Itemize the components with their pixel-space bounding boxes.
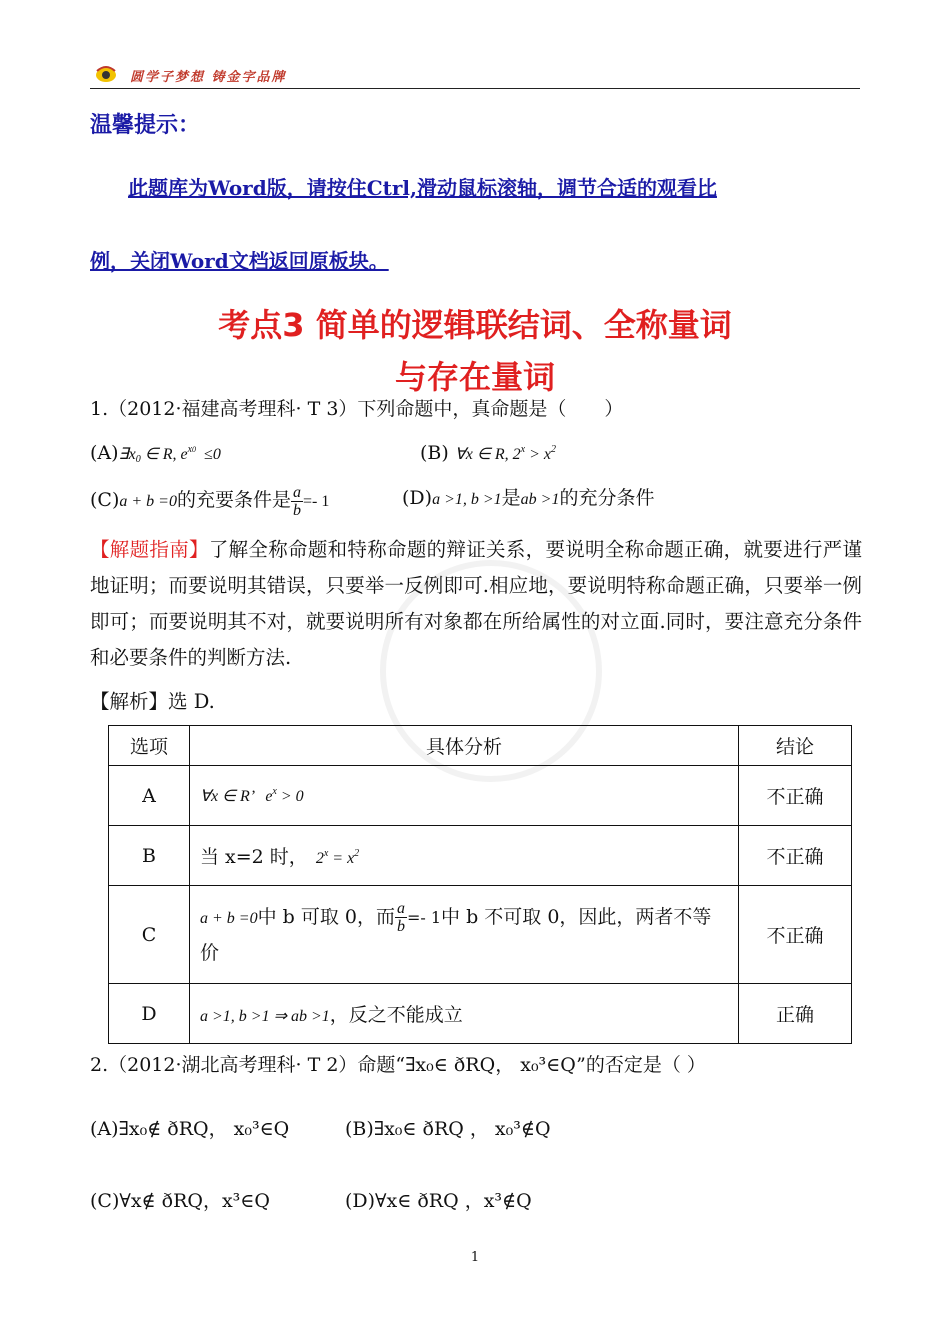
- table-row: D a >1, b >1 ⇒ ab >1，反之不能成立 正确: [109, 984, 852, 1044]
- q2-option-a: (A)∃x₀∉ ðRQ， x₀³∈Q: [90, 1118, 290, 1140]
- topic-title-line1: 考点3 简单的逻辑联结词、全称量词: [218, 306, 732, 344]
- q1-option-a: $(A)\exists x_0$ ∈ R, $e^{x0} \le 0$: [90, 442, 221, 465]
- row-d-analysis: a >1, b >1 ⇒ ab >1，反之不能成立: [190, 984, 739, 1044]
- row-c-analysis: a + b =0中 b 可取 0，而 $\frac{a}{b}$ =- 1中 b 不可取 0，因此，两者不等价: [190, 886, 739, 984]
- logo-icon: [95, 65, 117, 83]
- topic-title-line2: 与存在量词: [394, 358, 555, 396]
- table-row: B 当 x=2 时， $2^x = x^2$ 不正确: [109, 826, 852, 886]
- guide-label: 【解题指南】: [90, 538, 209, 561]
- page-header: [90, 62, 860, 89]
- q2-option-d: (D)∀x∈ ðRQ ，x³∉Q: [345, 1190, 532, 1212]
- q1-stem: 1.（2012·福建高考理科· T 3）下列命题中，真命题是（ ）: [90, 398, 624, 420]
- q2-option-b: (B)∃x₀∈ ðRQ ， x₀³∉Q: [345, 1118, 551, 1140]
- table-header-row: [109, 726, 852, 766]
- analysis-table: [108, 725, 852, 1044]
- header-analysis: 具体分析: [190, 726, 739, 766]
- q1-option-c: (C)a + b =0的充要条件是 $\frac{a}{b}$ =- 1: [90, 483, 330, 519]
- header-slogan: 圆学子梦想 铸金字品牌: [130, 70, 287, 85]
- row-b-analysis: 当 x=2 时， $2^x = x^2$: [190, 826, 739, 886]
- q1-option-b: (B) ∀x ∈ R, $2^x > x^2$: [420, 442, 556, 464]
- table-row: C a + b =0中 b 可取 0，而 $\frac{a}{b}$ =- 1中 b 不可取 0，因此，两者不等价 不正确: [109, 886, 852, 984]
- table-row: A ∀x ∈ R’ $e^x > 0$ 不正确: [109, 766, 852, 826]
- tip-link-line2[interactable]: 例，关闭Word文档返回原板块。: [90, 249, 389, 273]
- tip-link-line1[interactable]: 此题库为Word版，请按住Ctrl,滑动鼠标滚轴，调节合适的观看比: [128, 176, 717, 200]
- solution-line: 【解析】选 D.: [90, 690, 215, 713]
- row-a-analysis: ∀x ∈ R’ $e^x > 0$: [190, 766, 739, 826]
- page-number: 1: [470, 1250, 480, 1265]
- tip-title: 温馨提示：: [90, 112, 201, 138]
- header-option: 选项: [109, 726, 190, 766]
- solution-guide: [90, 532, 862, 676]
- header-result: 结论: [739, 726, 852, 766]
- q1-option-d: (D)a >1, b >1是ab >1的充分条件: [402, 487, 655, 509]
- q2-option-c: (C)∀x∉ ðRQ，x³∈Q: [90, 1190, 270, 1212]
- guide-text: 了解全称命题和特称命题的辩证关系，要说明全称命题正确，就要进行严谨地证明；而要说明其错误，只要举一反例即可.相应地，要说明特称命题正确，只要举一例即可；而要说明其不对，就要说明所有对象都在所给属性的对立面.同时，要注意充分条件和必要条件的判断方法.: [90, 538, 862, 669]
- q2-stem: 2.（2012·湖北高考理科· T 2）命题“∃x₀∈ ðRQ， x₀³∈Q”的否定是（ ）: [90, 1054, 706, 1076]
